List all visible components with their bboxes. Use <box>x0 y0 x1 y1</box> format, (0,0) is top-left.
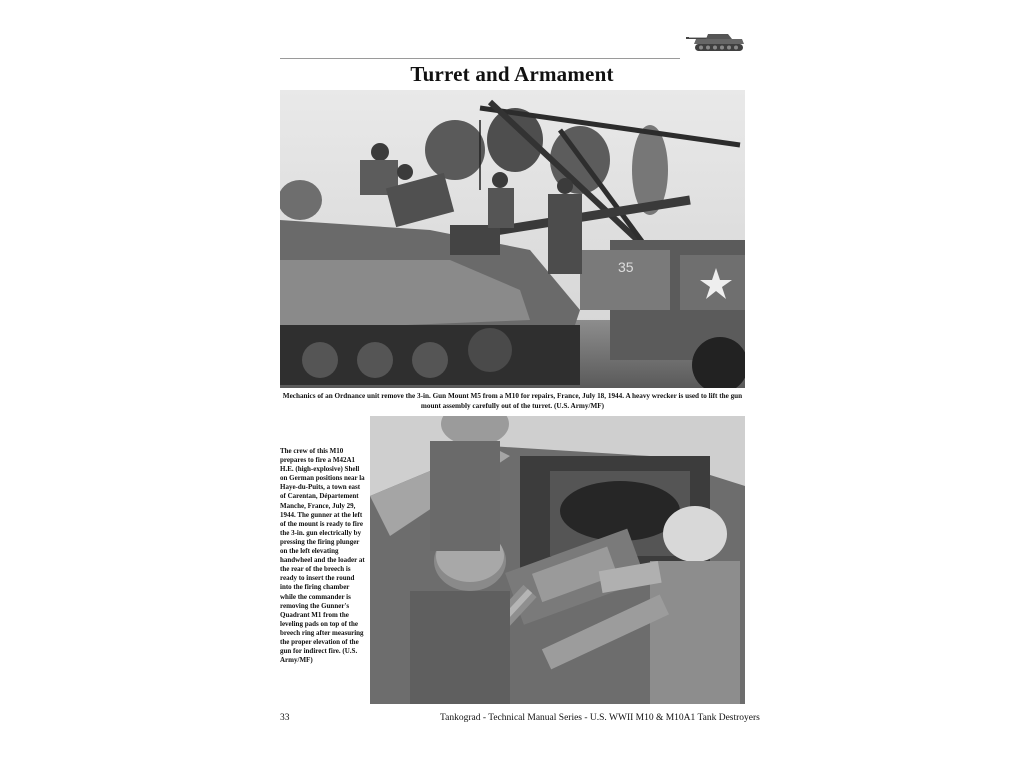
page-title: Turret and Armament <box>410 62 614 86</box>
page-number: 33 <box>280 713 290 723</box>
turret-crew-photo <box>370 416 745 704</box>
vehicle-number: 35 <box>618 259 634 275</box>
tank-icon <box>684 28 746 54</box>
series-title: Tankograd - Technical Manual Series - U.S. WWII M10 & M10A1 Tank Destroyers <box>440 713 760 723</box>
top-photo-caption: Mechanics of an Ordnance unit remove the 3-in. Gun Mount M5 from a M10 for repairs, France, July 18, 1944. A heavy wrecker is used to lift the gun mount assembly carefully out of the turret. (U.S. Army/MF) <box>282 392 743 410</box>
header-rule <box>280 58 680 59</box>
bottom-photo-caption: The crew of this M10 prepares to fire a M42A1 H.E. (high-explosive) Shell on German positions near la Haye-du-Puits, a town east of Carentan, Département Manche, France, July 29, 1944. The gunner at the left of the mount is ready to fire the 3-in. gun electrically by pressing the firing plunger on the left elevating handwheel and the loader at the rear of the breech is ready to insert the round into the firing chamber while the commander is removing the Gunner's Quadrant M1 from the leveling pads on top of the breech ring after measuring the proper elevation of the gun for indirect fire. (U.S. Army/MF) <box>280 447 365 665</box>
wrecker-lift-photo <box>280 90 745 388</box>
